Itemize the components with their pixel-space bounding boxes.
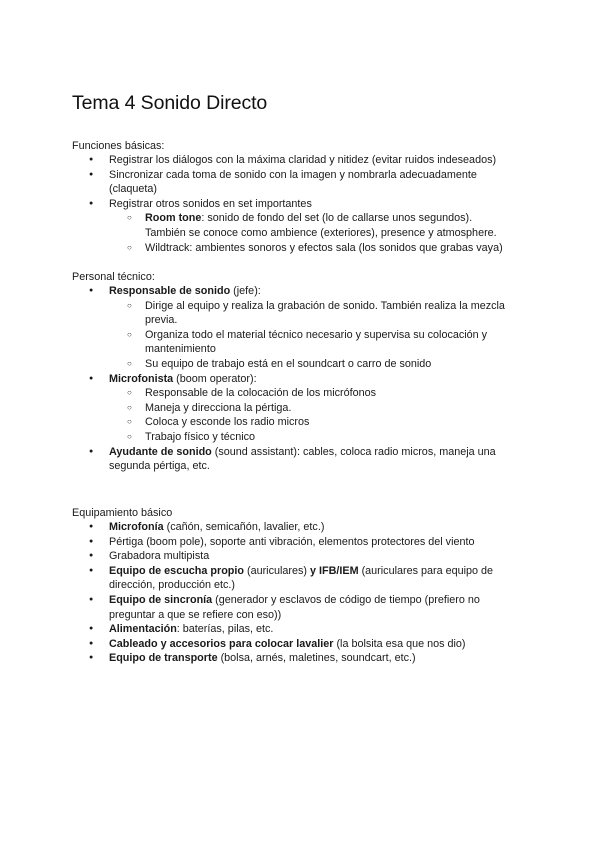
room-tone-text: : sonido de fondo del set (lo de callarse unos segundos). También se conoce como ambience (exteriores), presence y atmosphere.	[145, 212, 497, 239]
cableado-text: (la bolsita esa que nos dio)	[333, 637, 466, 650]
sincronia-text: (generador y esclavos de código de tiempo (prefiero no preguntar a que se refiere con eso))	[109, 593, 480, 621]
alimentacion-label: Alimentación	[109, 623, 177, 636]
escucha-label: Equipo de escucha propio	[109, 564, 244, 577]
room-tone-label: Room tone	[145, 212, 202, 225]
sub-list-item: ○ Organiza todo el material técnico necesario y supervisa su colocación y mantenimiento	[0, 328, 507, 357]
ayudante-text: (sound assistant): cables, coloca radio micros, maneja una segunda pértiga, etc.	[109, 445, 496, 473]
escucha-text: (auriculares para equipo de dirección, producción etc.)	[109, 564, 494, 592]
transporte-text: (bolsa, arnés, maletines, soundcart, etc.)	[217, 652, 416, 665]
escucha-label-2: y IFB/IEM	[309, 564, 359, 577]
list-item: ● Sincronizar cada toma de sonido con la imagen y nombrarla adecuadamente (claqueta)	[0, 168, 505, 197]
list-item	[0, 520, 505, 535]
sub-list-item: ○ Responsable de la colocación de los micrófonos	[0, 386, 507, 401]
microfonia-text: (cañón, semicañón, lavalier, etc.)	[163, 521, 325, 533]
sub-list-item: ○ Coloca y esconde los radio micros	[0, 415, 507, 430]
list-item: ● Grabadora multipista	[0, 549, 505, 564]
page-title: Tema 4 Sonido Directo	[72, 92, 268, 114]
list-item	[0, 445, 505, 474]
alimentacion-text: : baterías, pilas, etc.	[176, 623, 274, 636]
responsable-suffix: (jefe):	[230, 285, 261, 297]
sub-list-item: ○ Wildtrack: ambientes sonoros y efectos sala (los sonidos que grabas vaya)	[0, 241, 507, 256]
list-item	[0, 284, 505, 299]
list-item	[0, 622, 505, 637]
sub-list-item: ○ Trabajo físico y técnico	[0, 430, 507, 445]
personal-list	[0, 284, 600, 474]
list-item	[0, 593, 505, 622]
list-item	[0, 564, 505, 593]
funciones-list	[0, 153, 600, 255]
section-heading-funciones: Funciones básicas:	[72, 140, 165, 152]
microfonia-label: Microfonía	[109, 521, 164, 533]
escucha-mid: (auriculares)	[243, 564, 310, 577]
equipamiento-list	[0, 520, 600, 666]
ayudante-label: Ayudante de sonido	[109, 445, 212, 458]
sub-list-item: ○ Maneja y direcciona la pértiga.	[0, 401, 507, 416]
microfonista-label: Microfonista	[109, 372, 174, 385]
responsable-label: Responsable de sonido	[109, 285, 231, 297]
list-item	[0, 372, 505, 387]
list-item: ● Pértiga (boom pole), soporte anti vibración, elementos protectores del viento	[0, 535, 505, 550]
list-item	[0, 637, 505, 652]
sub-list-item: ○ Su equipo de trabajo está en el soundcart o carro de sonido	[0, 357, 507, 372]
section-heading-equipamiento: Equipamiento básico	[72, 507, 173, 519]
list-item	[0, 651, 505, 666]
sub-list-item: ○ Dirige al equipo y realiza la grabación de sonido. También realiza la mezcla previa.	[0, 299, 507, 328]
section-heading-personal: Personal técnico:	[72, 271, 155, 283]
microfonista-suffix: (boom operator):	[173, 372, 257, 385]
transporte-label: Equipo de transporte	[109, 652, 218, 665]
list-item: ● Registrar los diálogos con la máxima claridad y nitidez (evitar ruidos indeseados)	[0, 153, 505, 168]
list-item: ● Registrar otros sonidos en set importantes	[0, 197, 505, 212]
cableado-label: Cableado y accesorios para colocar lavalier	[109, 637, 334, 650]
sincronia-label: Equipo de sincronía	[109, 593, 213, 606]
sub-list-item	[0, 211, 507, 240]
